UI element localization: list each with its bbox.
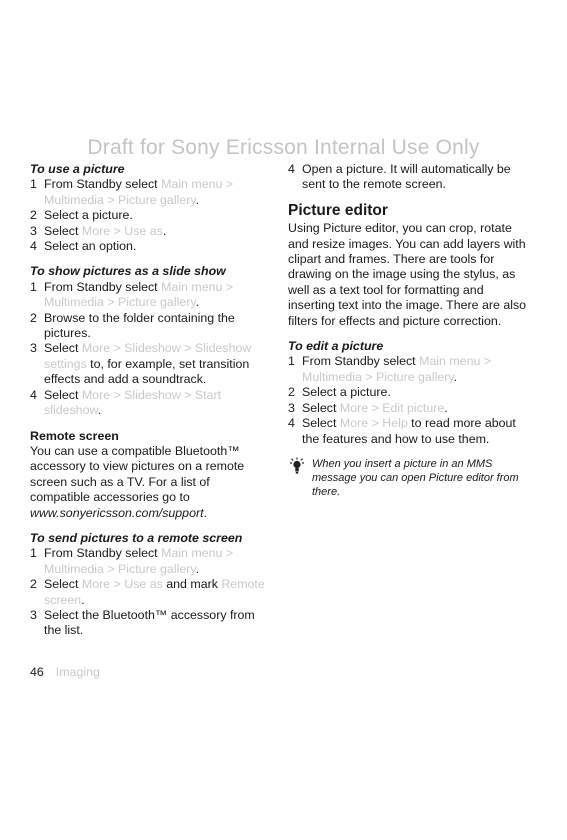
remote-screen-body: You can use a compatible Bluetooth™ accessory to view pictures on a remote screen such as a TV. For a list of compatible accessories go to www.sonyericsson.com/support. bbox=[30, 443, 245, 520]
list-item: 3 Select the Bluetooth™ accessory from the list. bbox=[30, 607, 255, 638]
menu-path: More > Use as bbox=[81, 223, 163, 238]
list-item: 1 From Standby select Main menu > Multimedia > Picture gallery. bbox=[288, 354, 492, 384]
page-number: 46 bbox=[30, 665, 44, 679]
list-item: 2 Browse to the folder containing the pictures. bbox=[30, 310, 235, 341]
menu-path: Main menu > Multimedia > Picture gallery bbox=[44, 279, 234, 310]
slideshow-steps bbox=[30, 280, 270, 419]
send-heading: To send pictures to a remote screen bbox=[30, 530, 243, 545]
list-item: 3 Select More > Slideshow > Slideshow settings to, for example, set transition effects and add a soundtrack. bbox=[30, 341, 252, 387]
list-item: 3 Select More > Use as. bbox=[30, 223, 167, 238]
menu-path: Main menu > Multimedia > Picture gallery bbox=[44, 177, 234, 207]
picture-editor-heading: Picture editor bbox=[288, 201, 388, 219]
edit-heading: To edit a picture bbox=[288, 339, 384, 354]
remote-screen-heading: Remote screen bbox=[30, 428, 119, 443]
menu-path: More > Edit picture bbox=[339, 400, 445, 415]
list-item: 1 From Standby select Main menu > Multimedia > Picture gallery. bbox=[30, 279, 234, 310]
section-name: Imaging bbox=[55, 665, 100, 679]
send-steps bbox=[30, 546, 270, 638]
tip-text: When you insert a picture in an MMS message you can open Picture editor from there. bbox=[312, 457, 519, 498]
menu-path: More > Help bbox=[339, 416, 408, 431]
tip-note bbox=[288, 457, 533, 499]
menu-path: More > Slideshow > Start slideshow bbox=[44, 387, 222, 418]
list-item: 2 Select More > Use as and mark Remote screen. bbox=[30, 577, 265, 607]
lightbulb-icon bbox=[288, 457, 306, 475]
send-steps-continued bbox=[288, 162, 533, 193]
list-item: 3 Select More > Edit picture. bbox=[288, 400, 448, 415]
draft-watermark: Draft for Sony Ericsson Internal Use Only bbox=[87, 136, 480, 159]
right-column bbox=[288, 162, 533, 499]
list-item: 2 Select a picture. bbox=[288, 385, 391, 400]
menu-path: Main menu > Multimedia > Picture gallery bbox=[44, 546, 234, 576]
list-item: 1 From Standby select Main menu > Multimedia > Picture gallery. bbox=[30, 177, 234, 207]
edit-steps bbox=[288, 354, 533, 446]
support-url: www.sonyericsson.com/support bbox=[30, 505, 204, 520]
list-item: 2 Select a picture. bbox=[30, 208, 133, 223]
slideshow-heading: To show pictures as a slide show bbox=[30, 264, 226, 279]
use-picture-heading: To use a picture bbox=[30, 162, 125, 176]
list-item: 4 Select More > Help to read more about the features and how to use them. bbox=[288, 416, 516, 446]
picture-editor-body: Using Picture editor, you can crop, rotate and resize images. You can add layers with clipart and frames. There are tools for drawing on the image using the stylus, as well as a text tool for formatting and inserting text into the image. There are also filters for effects and picture correction. bbox=[288, 221, 527, 328]
menu-path: Main menu > Multimedia > Picture gallery bbox=[302, 354, 492, 384]
list-item: 4 Select More > Slideshow > Start slideshow. bbox=[30, 387, 222, 418]
page-footer bbox=[30, 665, 100, 679]
list-item: 4 Open a picture. It will automatically be sent to the remote screen. bbox=[288, 162, 511, 192]
menu-path: More > Use as bbox=[81, 577, 163, 592]
menu-path: More > Slideshow > Slideshow settings bbox=[44, 341, 252, 371]
menu-path: Remote screen bbox=[44, 577, 265, 607]
left-column bbox=[30, 162, 270, 639]
list-item: 1 From Standby select Main menu > Multimedia > Picture gallery. bbox=[30, 546, 234, 576]
use-picture-steps bbox=[30, 177, 270, 254]
list-item: 4 Select an option. bbox=[30, 239, 137, 254]
